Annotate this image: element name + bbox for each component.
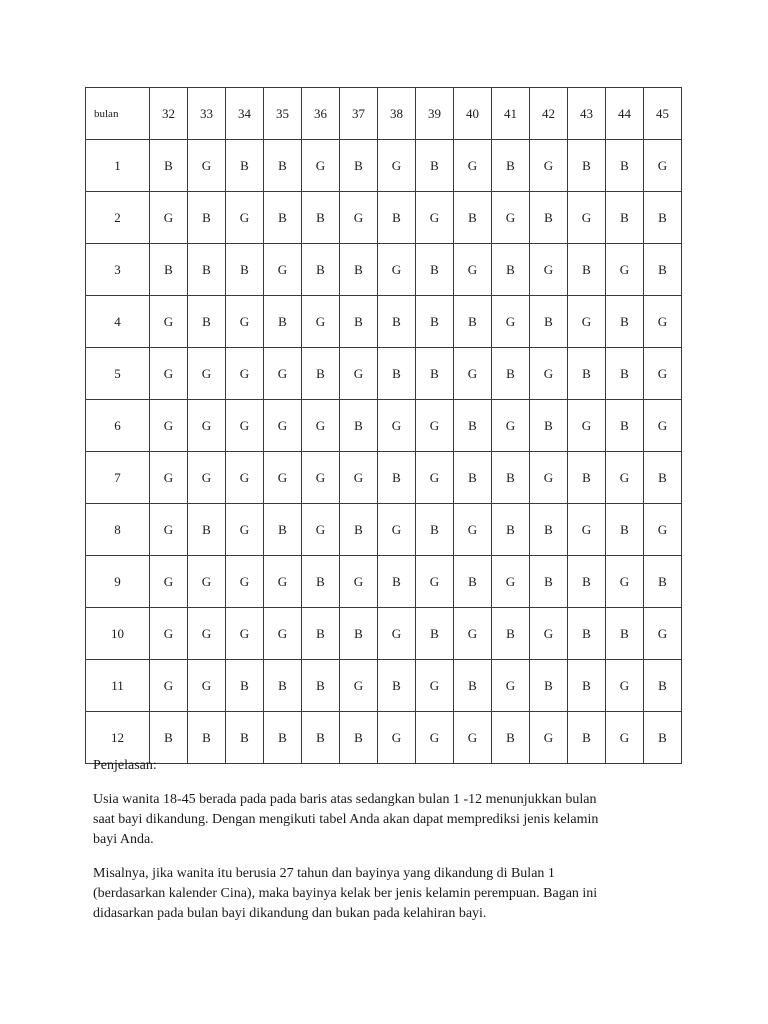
gender-cell: G — [302, 296, 340, 348]
explanation-section — [93, 756, 663, 924]
gender-cell: G — [302, 140, 340, 192]
gender-cell: B — [378, 452, 416, 504]
gender-cell: B — [568, 244, 606, 296]
paragraph-2-line-2: (berdasarkan kalender Cina), maka bayinya kelak ber jenis kelamin perempuan. Bagan ini — [93, 886, 598, 901]
gender-cell: B — [264, 504, 302, 556]
gender-cell: B — [416, 296, 454, 348]
gender-cell: G — [606, 660, 644, 712]
age-header-35: 35 — [264, 88, 302, 140]
gender-cell: B — [644, 712, 682, 764]
gender-cell: B — [568, 660, 606, 712]
age-header-33: 33 — [188, 88, 226, 140]
gender-cell: B — [264, 712, 302, 764]
age-header-43: 43 — [568, 88, 606, 140]
gender-cell: B — [568, 608, 606, 660]
gender-cell: B — [378, 556, 416, 608]
age-header-45: 45 — [644, 88, 682, 140]
gender-cell: G — [264, 400, 302, 452]
gender-cell: B — [644, 452, 682, 504]
gender-cell: B — [340, 244, 378, 296]
gender-cell: B — [302, 192, 340, 244]
gender-cell: G — [644, 504, 682, 556]
gender-cell: G — [606, 712, 644, 764]
month-label: 5 — [86, 348, 150, 400]
explanation-paragraph-2 — [93, 864, 663, 924]
gender-cell: B — [188, 192, 226, 244]
paragraph-1-line-1: Usia wanita 18-45 berada pada pada baris atas sedangkan bulan 1 -12 menunjukkan bulan — [93, 792, 597, 807]
gender-cell: B — [530, 556, 568, 608]
gender-cell: G — [530, 244, 568, 296]
gender-cell: B — [492, 140, 530, 192]
gender-cell: G — [150, 452, 188, 504]
gender-cell: G — [606, 244, 644, 296]
paragraph-2-line-1: Misalnya, jika wanita itu berusia 27 tahun dan bayinya yang dikandung di Bulan 1 — [93, 866, 555, 881]
age-header-36: 36 — [302, 88, 340, 140]
table-row — [86, 192, 682, 244]
gender-cell: B — [606, 192, 644, 244]
gender-cell: B — [302, 244, 340, 296]
gender-cell: B — [264, 660, 302, 712]
gender-cell: G — [188, 452, 226, 504]
gender-cell: B — [568, 556, 606, 608]
gender-cell: G — [530, 140, 568, 192]
gender-cell: B — [340, 296, 378, 348]
explanation-paragraph-1 — [93, 790, 663, 850]
gender-cell: B — [568, 452, 606, 504]
gender-cell: G — [378, 712, 416, 764]
gender-cell: G — [530, 452, 568, 504]
gender-cell: B — [416, 140, 454, 192]
gender-cell: B — [606, 400, 644, 452]
gender-cell: G — [226, 556, 264, 608]
gender-cell: G — [226, 348, 264, 400]
gender-cell: G — [416, 556, 454, 608]
gender-cell: G — [150, 400, 188, 452]
gender-cell: G — [188, 348, 226, 400]
gender-cell: G — [606, 556, 644, 608]
gender-cell: B — [568, 712, 606, 764]
gender-cell: B — [416, 504, 454, 556]
gender-cell: B — [568, 348, 606, 400]
gender-cell: G — [264, 556, 302, 608]
gender-cell: G — [188, 140, 226, 192]
gender-cell: B — [226, 712, 264, 764]
gender-cell: G — [530, 348, 568, 400]
gender-cell: G — [340, 660, 378, 712]
gender-cell: B — [454, 296, 492, 348]
gender-cell: G — [340, 348, 378, 400]
paragraph-2-line-3: didasarkan pada bulan bayi dikandung dan bukan pada kelahiran bayi. — [93, 906, 487, 921]
gender-cell: B — [340, 140, 378, 192]
gender-cell: G — [492, 296, 530, 348]
gender-cell: G — [340, 192, 378, 244]
gender-cell: G — [644, 348, 682, 400]
gender-cell: G — [606, 452, 644, 504]
table-row — [86, 140, 682, 192]
month-label: 2 — [86, 192, 150, 244]
gender-cell: G — [150, 296, 188, 348]
gender-cell: B — [606, 608, 644, 660]
gender-cell: B — [188, 296, 226, 348]
gender-cell: G — [150, 192, 188, 244]
gender-cell: G — [150, 608, 188, 660]
month-label: 11 — [86, 660, 150, 712]
age-header-39: 39 — [416, 88, 454, 140]
gender-cell: B — [492, 244, 530, 296]
age-header-32: 32 — [150, 88, 188, 140]
gender-cell: B — [378, 192, 416, 244]
gender-cell: G — [492, 192, 530, 244]
gender-cell: B — [416, 608, 454, 660]
gender-cell: B — [150, 244, 188, 296]
gender-cell: B — [416, 348, 454, 400]
gender-cell: G — [150, 660, 188, 712]
gender-cell: G — [568, 192, 606, 244]
gender-cell: B — [378, 660, 416, 712]
gender-cell: G — [416, 400, 454, 452]
month-label: 9 — [86, 556, 150, 608]
table-row — [86, 348, 682, 400]
gender-cell: B — [530, 296, 568, 348]
gender-cell: G — [340, 556, 378, 608]
gender-cell: B — [454, 556, 492, 608]
gender-cell: B — [378, 296, 416, 348]
gender-cell: B — [188, 712, 226, 764]
gender-cell: G — [492, 660, 530, 712]
gender-cell: G — [226, 504, 264, 556]
gender-cell: G — [644, 608, 682, 660]
gender-cell: B — [378, 348, 416, 400]
gender-cell: B — [150, 140, 188, 192]
gender-cell: G — [568, 400, 606, 452]
corner-label-bulan: bulan — [86, 88, 150, 140]
gender-cell: G — [150, 556, 188, 608]
table-row — [86, 504, 682, 556]
month-label: 8 — [86, 504, 150, 556]
gender-cell: B — [606, 348, 644, 400]
month-label: 7 — [86, 452, 150, 504]
gender-cell: B — [644, 660, 682, 712]
gender-cell: G — [264, 244, 302, 296]
gender-cell: B — [530, 192, 568, 244]
age-header-42: 42 — [530, 88, 568, 140]
table-row — [86, 296, 682, 348]
gender-cell: G — [530, 608, 568, 660]
gender-cell: G — [416, 712, 454, 764]
gender-cell: B — [416, 244, 454, 296]
gender-cell: B — [492, 504, 530, 556]
gender-cell: B — [530, 660, 568, 712]
gender-cell: B — [264, 192, 302, 244]
gender-cell: G — [530, 712, 568, 764]
gender-cell: B — [568, 140, 606, 192]
gender-cell: G — [644, 140, 682, 192]
age-header-38: 38 — [378, 88, 416, 140]
gender-cell: B — [530, 400, 568, 452]
gender-cell: G — [492, 400, 530, 452]
gender-cell: G — [302, 400, 340, 452]
gender-cell: G — [454, 244, 492, 296]
gender-cell: B — [264, 140, 302, 192]
gender-cell: B — [492, 608, 530, 660]
gender-cell: B — [226, 660, 264, 712]
gender-cell: B — [644, 244, 682, 296]
gender-cell: G — [378, 608, 416, 660]
gender-cell: G — [188, 660, 226, 712]
gender-cell: G — [188, 556, 226, 608]
gender-cell: B — [302, 660, 340, 712]
gender-cell: G — [492, 556, 530, 608]
explanation-heading: Penjelasan: — [93, 758, 157, 773]
paragraph-1-line-2: saat bayi dikandung. Dengan mengikuti tabel Anda akan dapat memprediksi jenis kelamin — [93, 812, 599, 827]
gender-cell: G — [454, 140, 492, 192]
gender-cell: G — [150, 504, 188, 556]
gender-cell: B — [530, 504, 568, 556]
gender-cell: G — [302, 452, 340, 504]
gender-cell: B — [340, 712, 378, 764]
gender-cell: B — [454, 452, 492, 504]
age-header-44: 44 — [606, 88, 644, 140]
gender-cell: B — [226, 244, 264, 296]
gender-cell: G — [644, 296, 682, 348]
gender-cell: B — [302, 608, 340, 660]
month-label: 1 — [86, 140, 150, 192]
age-header-37: 37 — [340, 88, 378, 140]
gender-cell: B — [302, 712, 340, 764]
gender-cell: B — [492, 452, 530, 504]
gender-cell: G — [226, 296, 264, 348]
gender-cell: G — [454, 504, 492, 556]
age-header-row — [86, 88, 682, 140]
table-body — [86, 140, 682, 764]
table-row — [86, 608, 682, 660]
gender-cell: G — [226, 192, 264, 244]
gender-prediction-table — [85, 87, 682, 764]
gender-cell: G — [454, 348, 492, 400]
gender-cell: B — [264, 296, 302, 348]
gender-cell: B — [340, 400, 378, 452]
gender-cell: B — [340, 504, 378, 556]
age-header-34: 34 — [226, 88, 264, 140]
gender-cell: G — [416, 452, 454, 504]
gender-cell: G — [378, 244, 416, 296]
month-label: 6 — [86, 400, 150, 452]
gender-cell: B — [150, 712, 188, 764]
gender-cell: B — [454, 400, 492, 452]
gender-cell: B — [302, 348, 340, 400]
gender-cell: B — [606, 504, 644, 556]
table-row — [86, 244, 682, 296]
gender-cell: G — [378, 504, 416, 556]
gender-cell: B — [226, 140, 264, 192]
table-row — [86, 400, 682, 452]
gender-cell: G — [264, 452, 302, 504]
gender-cell: G — [150, 348, 188, 400]
gender-cell: B — [492, 348, 530, 400]
gender-cell: B — [188, 504, 226, 556]
gender-cell: B — [454, 192, 492, 244]
gender-cell: G — [454, 712, 492, 764]
gender-cell: B — [340, 608, 378, 660]
age-header-40: 40 — [454, 88, 492, 140]
gender-cell: G — [378, 140, 416, 192]
gender-cell: B — [188, 244, 226, 296]
gender-cell: G — [264, 608, 302, 660]
gender-cell: B — [302, 556, 340, 608]
gender-cell: G — [416, 192, 454, 244]
gender-cell: G — [454, 608, 492, 660]
gender-cell: B — [644, 556, 682, 608]
gender-cell: G — [226, 400, 264, 452]
gender-cell: G — [226, 608, 264, 660]
gender-cell: G — [568, 504, 606, 556]
table-row — [86, 556, 682, 608]
gender-cell: B — [606, 296, 644, 348]
gender-cell: G — [264, 348, 302, 400]
gender-cell: G — [188, 400, 226, 452]
gender-cell: B — [606, 140, 644, 192]
gender-cell: G — [644, 400, 682, 452]
month-label: 4 — [86, 296, 150, 348]
paragraph-1-line-3: bayi Anda. — [93, 832, 154, 847]
gender-cell: G — [378, 400, 416, 452]
gender-cell: B — [454, 660, 492, 712]
gender-cell: B — [644, 192, 682, 244]
gender-cell: G — [188, 608, 226, 660]
month-label: 3 — [86, 244, 150, 296]
age-header-41: 41 — [492, 88, 530, 140]
gender-cell: G — [568, 296, 606, 348]
month-label: 10 — [86, 608, 150, 660]
table-row — [86, 660, 682, 712]
gender-cell: G — [340, 452, 378, 504]
table-row — [86, 452, 682, 504]
month-label: 12 — [86, 712, 150, 764]
gender-cell: G — [302, 504, 340, 556]
gender-cell: G — [416, 660, 454, 712]
gender-cell: B — [492, 712, 530, 764]
gender-cell: G — [226, 452, 264, 504]
